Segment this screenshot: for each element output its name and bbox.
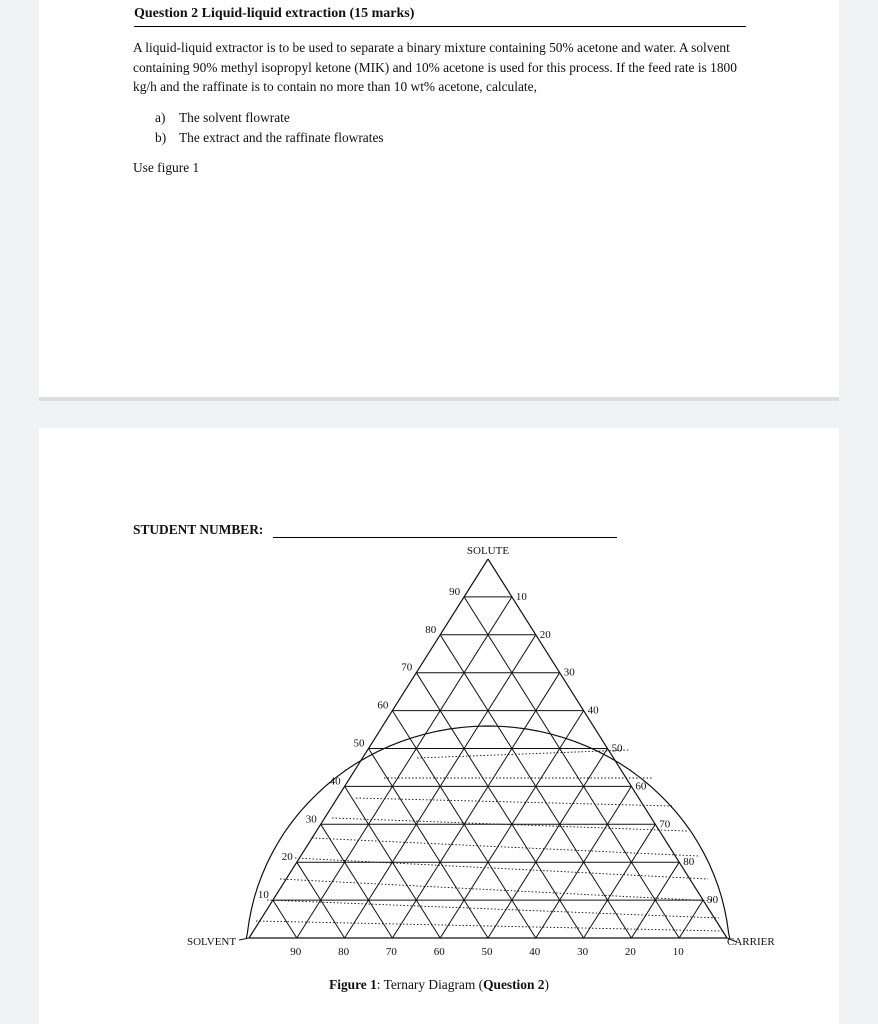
right-edge-tick-label: 40 — [587, 704, 599, 717]
caption-suffix: ) — [544, 977, 549, 992]
apex-label-solute: SOLUTE — [466, 545, 510, 557]
question-item-a — [155, 108, 384, 128]
page-1 — [39, 0, 839, 397]
caption-mid: : Ternary Diagram ( — [376, 977, 484, 992]
grid-line-diagonal — [679, 900, 703, 938]
right-edge-tick-label: 80 — [683, 856, 695, 869]
left-edge-tick-label: 60 — [377, 699, 389, 712]
apex-label-solvent: SOLVENT — [187, 936, 237, 948]
ternary-diagram — [39, 428, 839, 968]
left-edge-tick-label: 40 — [329, 775, 341, 788]
question-body: A liquid-liquid extractor is to be used to separate a binary mixture containing 50% acetone and water. A solvent containing 90% methyl isopropyl ketone (MIK) and 10% acetone is used for this process. If the feed rate is 1800 kg/h and the raffinate is to contain no more than 10 wt% acetone, calculate, — [133, 40, 737, 94]
ternary-grid — [249, 559, 727, 938]
page-2 — [39, 428, 839, 1024]
item-text: The extract and the raffinate flowrates — [179, 130, 384, 145]
bottom-edge-tick-label: 60 — [433, 946, 445, 958]
use-figure-note: Use figure 1 — [133, 160, 200, 175]
grid-line-diagonal — [464, 597, 679, 938]
tie-line — [267, 900, 719, 918]
item-text: The solvent flowrate — [179, 110, 290, 125]
left-edge-tick-label: 50 — [353, 737, 365, 750]
grid-line-diagonal — [584, 824, 656, 938]
left-edge-tick-label: 90 — [449, 585, 461, 598]
item-marker: b) — [155, 130, 167, 145]
right-edge-tick-label: 70 — [659, 818, 671, 831]
apex-label-carrier: CARRIER — [727, 936, 775, 948]
bottom-edge-tick-label: 20 — [624, 946, 636, 958]
binodal-curve — [246, 726, 730, 938]
bottom-edge-tick-label: 50 — [481, 946, 493, 958]
grid-line-diagonal — [416, 673, 583, 938]
page-separator — [39, 397, 839, 401]
bottom-edge-tick-label: 90 — [290, 946, 302, 958]
bottom-edge-tick-label: 80 — [338, 946, 350, 958]
caption-prefix: Figure 1 — [329, 977, 377, 992]
right-edge-tick-label: 50 — [611, 742, 623, 755]
student-number-label: STUDENT NUMBER: — [133, 522, 264, 537]
right-edge-tick-label: 60 — [635, 780, 647, 793]
bottom-edge-tick-label: 30 — [577, 946, 589, 958]
grid-line-diagonal — [392, 673, 559, 938]
caption-bold: Question 2 — [483, 977, 545, 992]
left-edge-tick-label: 20 — [281, 851, 293, 864]
grid-line-diagonal — [273, 900, 297, 938]
question-items — [155, 108, 384, 148]
right-edge-tick-label: 20 — [539, 628, 551, 641]
binodal-curve-path — [246, 726, 730, 938]
left-edge-tick-label: 30 — [305, 813, 317, 826]
tie-line — [256, 921, 722, 931]
grid-line-diagonal — [321, 824, 393, 938]
tie-lines — [256, 750, 722, 931]
left-edge-tick-label: 70 — [401, 661, 413, 674]
question-title: Question 2 Liquid-liquid extraction (15 marks) — [134, 6, 746, 27]
grid-line-diagonal — [297, 597, 512, 938]
left-edge-tick-label: 80 — [425, 623, 437, 636]
left-edge-tick-label: 10 — [257, 889, 269, 902]
right-edge-tick-label: 90 — [707, 894, 719, 907]
tie-line — [356, 798, 672, 806]
bottom-edge-tick-label: 70 — [385, 946, 397, 958]
bottom-edge-tick-label: 40 — [529, 946, 541, 958]
question-item-b — [155, 128, 384, 148]
tie-line — [295, 858, 708, 879]
figure-caption — [39, 977, 839, 993]
right-edge-tick-label: 10 — [515, 590, 527, 603]
right-edge-tick-label: 30 — [563, 666, 575, 679]
bottom-edge-tick-label: 10 — [672, 946, 684, 958]
solvent-pointer — [239, 938, 249, 940]
item-marker: a) — [155, 110, 166, 125]
